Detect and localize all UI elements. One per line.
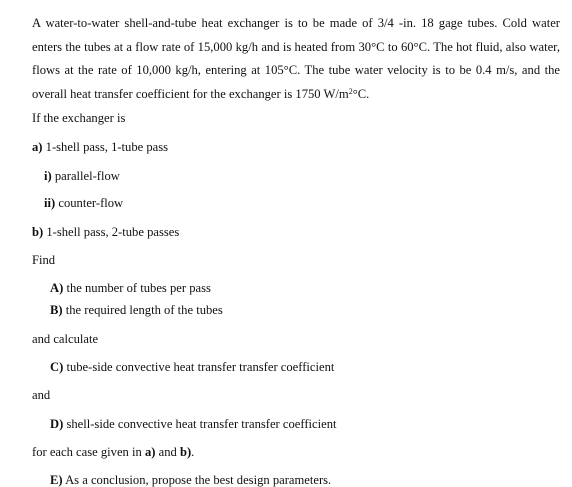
each-case-end: .: [191, 445, 195, 459]
case-a-label: a): [32, 140, 43, 154]
case-a-ii: [44, 197, 123, 210]
intro-text: A water-to-water shell-and-tube heat exchanger is to be made of 3/4 -in. 18 gage tubes. Cold water enters the tubes at a flow rate of 15,000 kg/h and is heated from 30°C to 60°C. The hot fluid, also water, flows at the rate of 10,000 kg/h, entering at 105°C. The tube water velocity is to be 0.4 m/s, and the overall heat transfer coefficient for the exchanger is 1750 W/m: [32, 16, 560, 101]
item-e-text: As a conclusion, propose the best design parameters.: [65, 473, 332, 487]
each-case-b: b): [179, 445, 192, 459]
item-a-label: A): [50, 281, 64, 295]
each-case-line: [32, 446, 194, 459]
intro-suffix: °C.: [352, 86, 370, 101]
each-case-and: and: [158, 445, 177, 459]
item-d-text: shell-side convective heat transfer transfer coefficient: [66, 417, 337, 431]
if-line: If the exchanger is: [32, 111, 126, 125]
each-case-a: a): [144, 445, 156, 459]
item-b: [50, 304, 223, 317]
case-b-label: b): [32, 225, 44, 239]
item-b-text: the required length of the tubes: [65, 303, 223, 317]
find-line: Find: [32, 253, 56, 267]
item-d: [50, 418, 337, 431]
item-c-text: tube-side convective heat transfer transfer coefficient: [66, 360, 335, 374]
item-c: [50, 361, 334, 374]
case-a-text: 1-shell pass, 1-tube pass: [45, 140, 169, 154]
case-a-ii-label: ii): [44, 196, 56, 210]
item-e: [50, 474, 331, 487]
item-a-text: the number of tubes per pass: [66, 281, 211, 295]
each-case-prefix: for each case given in: [32, 445, 142, 459]
case-a-i-label: i): [44, 169, 52, 183]
and-line: and: [32, 388, 51, 402]
problem-statement: [32, 12, 560, 106]
case-a-i-text: parallel-flow: [54, 169, 120, 183]
item-d-label: D): [50, 417, 64, 431]
case-a: [32, 141, 168, 154]
intro-superscript: 2: [348, 86, 353, 96]
item-e-label: E): [50, 473, 63, 487]
item-c-label: C): [50, 360, 64, 374]
item-a: [50, 282, 211, 295]
case-b: [32, 226, 179, 239]
case-b-text: 1-shell pass, 2-tube passes: [46, 225, 180, 239]
case-a-ii-text: counter-flow: [58, 196, 124, 210]
item-b-label: B): [50, 303, 63, 317]
case-a-i: [44, 170, 120, 183]
calculate-line: and calculate: [32, 332, 99, 346]
